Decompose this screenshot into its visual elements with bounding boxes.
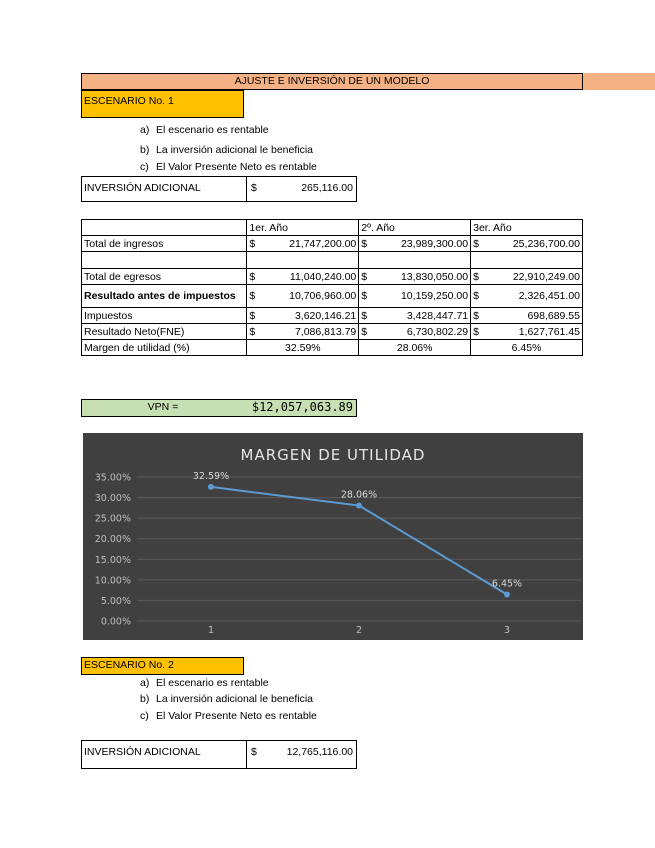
currency-sign: $ [249,237,256,250]
cell-value: 11,040,240.00 [289,270,357,283]
cell-value: 6.45% [511,341,542,354]
cell-value: 7,086,813.79 [294,325,357,338]
table-row [82,285,583,308]
cell-value: 1,627,761.45 [518,325,580,338]
scenario-2-item-c [140,710,317,722]
cell-value: 21,747,200.00 [289,237,357,250]
cell [471,324,583,340]
currency-sign: $ [249,325,256,338]
y-tick-label: 25.00% [94,513,131,525]
table-row [82,269,583,285]
investment-value-cell [247,177,356,201]
cell [471,308,583,324]
cell-value: 3,428,447.71 [406,309,469,322]
cell [359,308,471,324]
currency-sign: $ [361,237,368,250]
cell-value: 3,620,146.21 [294,309,357,322]
currency-sign: $ [473,290,479,302]
currency-sign: $ [251,182,257,194]
currency-sign: $ [473,325,479,338]
page-title: AJUSTE E INVERSIÓN DE UN MODELO [81,73,583,90]
title-fill [583,73,655,90]
currency-sign: $ [251,400,260,414]
table-row-spacer [82,252,583,269]
cell-value: 10,159,250.00 [400,290,469,302]
investment-label: INVERSIÓN ADICIONAL [82,177,247,201]
currency-sign: $ [251,746,257,758]
cell [359,324,471,340]
cell [471,340,583,356]
investment-label: INVERSIÓN ADICIONAL [82,741,247,768]
cell [247,236,359,252]
item-text: El Valor Presente Neto es rentable [156,710,317,722]
data-point [504,591,510,597]
cell [247,308,359,324]
item-letter: a) [140,677,150,689]
scenario-1-item-b [140,144,313,156]
cell [247,340,359,356]
row-label: Total de ingresos [82,236,247,252]
y-tick-label: 35.00% [94,472,131,484]
currency-sign: $ [473,309,479,322]
item-text: El escenario es rentable [156,124,269,136]
investment-value: 265,116.00 [301,182,353,194]
item-text: El escenario es rentable [156,677,269,689]
row-label: Resultado Neto(FNE) [82,324,247,340]
cell [359,269,471,285]
currency-sign: $ [249,290,256,302]
header-year-2: 2º. Año [359,220,471,236]
scenario-1-item-c [140,161,317,173]
item-letter: c) [140,710,149,722]
scenario-2-item-b [140,693,313,705]
scenario-1-investment [81,176,357,202]
cell [247,252,359,269]
vpn-value-cell [244,400,356,416]
cell-value: 25,236,700.00 [512,237,580,250]
cell-value: 22,910,249.00 [512,270,580,283]
header-year-3: 3er. Año [471,220,583,236]
cell [247,269,359,285]
row-label: Margen de utilidad (%) [82,340,247,356]
vpn-value: 12,057,063.89 [259,400,353,414]
currency-sign: $ [249,309,256,322]
row-label: Resultado antes de impuestos [82,285,247,308]
scenario-2-label: ESCENARIO No. 2 [81,657,244,675]
currency-sign: $ [361,270,368,283]
cell-value: 32.59% [285,341,321,354]
cell [82,252,247,269]
cell-value: 6,730,802.29 [406,325,469,338]
row-label: Impuestos [82,308,247,324]
data-label: 32.59% [192,470,230,482]
cell [471,269,583,285]
currency-sign: $ [361,290,368,302]
y-tick-label: 5.00% [100,595,131,607]
investment-value: 12,765,116.00 [286,746,353,758]
x-tick-label: 1 [207,625,215,636]
row-label: Total de egresos [82,269,247,285]
cell-value: 2,326,451.00 [518,290,580,302]
x-tick-label: 3 [503,625,511,636]
cell [247,285,359,308]
data-point [208,484,214,490]
margin-chart [83,433,583,640]
table-row [82,236,583,252]
scenario-1-item-a [140,124,269,136]
item-letter: b) [140,144,150,156]
cell-value: 23,989,300.00 [400,237,469,250]
y-tick-label: 30.00% [94,493,131,505]
financial-table [81,219,583,356]
currency-sign: $ [361,325,368,338]
cell [247,324,359,340]
data-label: 28.06% [340,489,378,501]
currency-sign: $ [473,270,479,283]
vpn-label: VPN = [147,401,179,413]
data-label: 6.45% [491,578,523,590]
chart-svg [83,433,583,640]
cell [471,285,583,308]
y-tick-label: 20.00% [94,534,131,546]
cell-value: 13,830,050.00 [400,270,469,283]
scenario-2-investment [81,740,357,769]
investment-value-cell [247,741,356,768]
cell-value: 28.06% [396,341,433,354]
y-tick-label: 15.00% [94,554,131,566]
scenario-1-label: ESCENARIO No. 1 [81,90,244,118]
item-text: El Valor Presente Neto es rentable [156,161,317,173]
table-row [82,340,583,356]
y-tick-label: 10.00% [94,575,131,587]
table-row [82,324,583,340]
cell [359,285,471,308]
cell-value: 10,706,960.00 [289,290,357,302]
item-text: La inversión adicional le beneficia [156,144,314,156]
table-header-row [82,220,583,236]
item-letter: b) [140,693,150,705]
currency-sign: $ [361,309,368,322]
cell-value: 698,689.55 [527,309,580,322]
cell [359,340,471,356]
currency-sign: $ [473,237,479,250]
item-letter: a) [140,124,150,136]
y-tick-label: 0.00% [100,616,131,628]
item-text: La inversión adicional le beneficia [156,693,314,705]
x-tick-label: 2 [355,625,363,636]
currency-sign: $ [249,270,256,283]
chart-title: MARGEN DE UTILIDAD [240,446,426,464]
cell [471,252,583,269]
header-year-1: 1er. Año [247,220,359,236]
cell [359,236,471,252]
item-letter: c) [140,161,149,173]
data-point [356,503,362,509]
header-empty [82,220,247,236]
vpn-row [81,399,357,417]
cell [359,252,471,269]
table-row [82,308,583,324]
scenario-2-item-a [140,677,269,689]
cell [471,236,583,252]
